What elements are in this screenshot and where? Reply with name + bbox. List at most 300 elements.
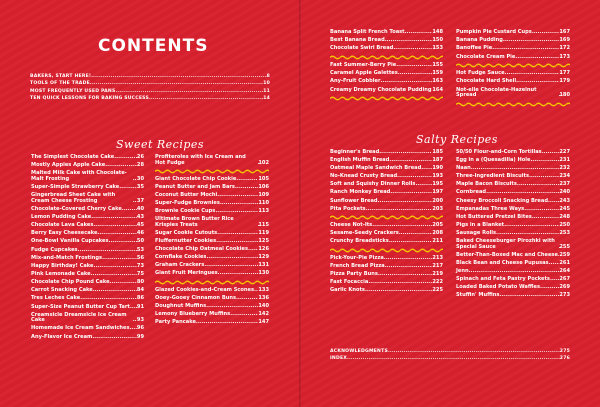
page-number: 203 [432,205,443,212]
page-number: 150 [432,37,443,44]
toc-entry [31,248,144,254]
toc-entry [330,158,443,164]
entry-title: Pita Pockets [330,205,366,212]
page-number: 227 [559,149,570,155]
page-number: 205 [432,222,443,229]
page-number: 250 [559,221,570,228]
page-number: 142 [258,310,269,317]
salty-column-1 [330,150,443,297]
entry-title: Garlic Knots [330,287,365,294]
page-number: 30 [136,175,144,182]
toc-entry [155,255,269,261]
squiggle-divider [456,102,570,107]
page-number: 159 [432,70,443,77]
front-matter-list [30,73,270,103]
dot-leader [204,263,258,269]
sweet-recipes-heading: Sweet Recipes [116,138,205,151]
dot-leader [366,207,433,213]
sweet-column-2 [155,155,269,328]
entry-title: Chocolate Chip Oatmeal Cookies [155,246,249,253]
squiggle-divider [330,55,443,60]
page-number: 133 [258,286,269,293]
entry-title: Naan [456,165,471,172]
page-number: 56 [136,254,144,261]
dot-leader [93,223,137,229]
dot-leader [102,256,137,262]
page-number: 153 [432,45,443,52]
page-number: 255 [559,243,570,250]
page-number: 190 [432,165,443,172]
dot-leader [114,155,137,161]
toc-entry [330,150,443,156]
entry-title: INDEX [330,356,348,362]
dot-leader [381,79,433,85]
entry-title: Profiteroles with Ice Cream and Hot Fudge [155,154,246,166]
squiggle-divider [155,169,269,174]
page-number: 222 [432,279,443,286]
entry-title: TOOLS OF THE TRADE [30,81,90,87]
toc-entry [330,30,443,36]
toc-entry [155,312,269,318]
entry-title: Ultimate Brown Butter Rice Krispies Treats [155,216,234,228]
dot-leader [91,272,137,278]
entry-title: Fast Focaccia [330,279,369,286]
page-number: 167 [559,29,570,35]
dot-leader [389,239,433,245]
entry-title: Fluffernutter Cookies [155,238,217,244]
dot-leader [393,46,432,52]
page-number: 136 [258,294,269,301]
toc-entry [31,272,144,278]
page-number: 185 [432,149,443,155]
toc-entry [456,261,570,267]
dot-leader [397,174,432,180]
dot-leader [549,261,560,267]
entry-title: Crunchy Breadsticks [330,238,389,245]
entry-title: Happy Birthday! Cake [31,262,94,269]
page-number: 110 [258,200,269,207]
salty-recipes-heading: Salty Recipes [416,133,498,146]
toc-entry [31,288,144,294]
entry-title: Loaded Baked Potato Waffles [456,284,541,291]
entry-title: Chocolate-Covered Cherry Cake [31,205,122,212]
page-number: 197 [432,189,443,196]
toc-entry [330,174,443,180]
toc-entry [155,304,269,310]
entry-title: Empanadas Three Ways [456,205,525,212]
entry-title: Soft and Squishy Dinner Rolls [330,181,416,188]
page-number: 264 [559,267,570,274]
page-title: CONTENTS [98,36,209,56]
entry-title: Carrot Snacking Cake [31,287,93,294]
sweet-column-4 [456,30,570,110]
dot-leader [532,215,560,221]
toc-entry [330,231,443,237]
dot-leader [215,209,258,215]
toc-entry [31,256,144,262]
dot-leader [248,247,258,253]
entry-title: Chocolate Chip Pound Cake [31,279,110,286]
dot-leader [378,199,433,205]
dot-leader [505,71,560,77]
toc-entry [330,288,443,294]
toc-entry [330,88,443,94]
toc-entry [31,171,144,182]
dot-leader [217,193,258,199]
entry-title: Graham Crackers [155,262,205,269]
entry-title: Sesame-Seedy Crackers [330,230,399,237]
toc-entry [456,182,570,188]
toc-entry [456,253,570,259]
toc-entry [31,335,144,341]
dot-leader [504,223,559,229]
page-number: 73 [136,262,144,269]
dot-leader [196,320,258,326]
page-number: 125 [258,238,269,244]
page-number: 140 [258,302,269,309]
entry-title: ACKNOWLEDGMENTS [330,349,388,354]
entry-title: Peanut Butter and Jam Bars [155,184,235,191]
page-number: 46 [136,230,144,237]
page-number: 14 [263,96,270,102]
entry-title: Glazed Cookies-and-Cream Scones [155,286,255,293]
entry-title: Jenn [456,267,469,274]
dot-leader [421,166,432,172]
page-number: 195 [432,181,443,188]
dot-leader [516,79,559,85]
toc-entry [330,355,570,362]
page-number: 187 [432,157,443,164]
dot-leader [206,304,258,310]
entry-title: Super-Simple Strawberry Cake [31,184,120,191]
toc-entry [330,207,443,213]
page-number: 200 [432,197,443,204]
dot-leader [405,30,433,36]
page-number: 45 [136,222,144,229]
toc-entry [456,38,570,44]
page-number: 245 [559,205,570,212]
entry-title: TEN QUICK LESSONS FOR BAKING SUCCESS [30,96,149,102]
entry-title: Any-Flavor Ice Cream [31,333,93,340]
dot-leader [550,277,559,283]
toc-entry [330,182,443,188]
page-number: 172 [559,45,570,52]
entry-title: Party Pancake [155,318,196,325]
entry-title: Beginner's Bread [330,149,380,155]
page-number: 217 [432,263,443,270]
dot-leader [78,248,137,254]
toc-entry [155,271,269,277]
entry-title: Any-Fruit Cobbler [330,78,381,85]
toc-entry [155,209,269,215]
page-number: 179 [559,78,570,85]
page-number: 253 [559,229,570,236]
dot-leader [398,71,433,77]
dot-leader [149,95,263,102]
dot-leader [91,215,137,221]
toc-entry [456,239,570,250]
entry-title: Stuffin' Muffins [456,292,500,299]
entry-title: Oatmeal Maple Sandwich Bread [330,165,422,172]
entry-title: MOST FREQUENTLY USED PANS [30,88,116,94]
entry-title: Homemade Ice Cream Sandwiches [31,325,130,332]
entry-title: Giant Fruit Meringues [155,270,218,277]
page-number: 26 [136,154,144,160]
entry-title: Malted Milk Cake with Chocolate-Malt Frosting [31,170,127,182]
entry-title: Tres Leches Cake [31,295,81,302]
page-number: 177 [559,70,570,77]
toc-entry [31,239,144,245]
dot-leader [471,166,560,172]
toc-entry [155,231,269,237]
dot-leader [396,63,432,69]
page-number: 75 [136,271,144,278]
page-number: 234 [559,173,570,180]
page-number: 225 [432,287,443,294]
dot-leader [524,207,559,213]
page-number: 96 [136,325,144,332]
entry-title: Super-Size Peanut Butter Cup Tart [31,303,130,310]
toc-entry [456,215,570,221]
dot-leader [532,30,560,36]
page-number: 211 [432,238,443,245]
page-number: 243 [559,197,570,204]
entry-title: Baked Cheeseburger Pirozhki with Special Sauce [456,238,555,250]
dot-leader [109,239,137,245]
entry-title: BAKERS, START HERE! [30,74,92,79]
page-number: 240 [559,189,570,196]
page-number: 163 [432,78,443,85]
dot-leader [379,150,432,156]
dot-leader [119,185,137,191]
page-number: 113 [258,208,269,215]
toc-entry [155,320,269,326]
entry-title: Cornflake Cookies [155,254,207,261]
entry-title: Spinach and Feta Pastry Pockets [456,276,550,282]
toc-entry [31,326,144,332]
toc-entry [456,150,570,156]
entry-title: Pink Lemonade Cake [31,271,91,278]
toc-entry [155,263,269,269]
salty-column-2 [456,150,570,301]
page-number: 80 [136,279,144,286]
entry-title: Cheesy Broccoli Snacking Bread [456,197,548,204]
toc-entry [456,55,570,61]
toc-entry [330,38,443,44]
entry-title: Cornbread [456,189,487,196]
toc-entry [456,46,570,52]
toc-entry [30,80,270,87]
dot-leader [110,280,137,286]
dot-leader [129,326,136,332]
page-number: 129 [258,254,269,261]
page-number: 43 [136,214,144,221]
dot-leader [415,182,432,188]
toc-entry [31,231,144,237]
page-number: 273 [559,292,570,299]
toc-entry [330,63,443,69]
page-number: 147 [258,318,269,325]
toc-entry [330,239,443,245]
entry-title: Best Banana Bread [330,37,385,44]
dot-leader [206,255,258,261]
toc-entry [456,293,570,299]
toc-entry [456,174,570,180]
back-matter-list [330,348,570,363]
entry-title: Cheese Not-Its [330,222,373,229]
page-number: 99 [136,333,144,340]
page-number: 219 [432,271,443,278]
dot-leader [389,158,432,164]
page-number: 84 [136,287,144,294]
entry-title: Hot Fudge Sauce [456,70,505,77]
dot-leader [384,256,433,262]
toc-entry [456,199,570,205]
toc-entry [155,193,269,199]
page-number: 164 [432,86,443,93]
toc-entry [30,88,270,95]
dot-leader [115,88,263,95]
toc-entry [31,193,144,204]
entry-title: Pigs in a Blanket [456,221,505,228]
squiggle-divider [330,215,443,220]
dot-leader [91,73,266,80]
page-number: 208 [432,230,443,237]
page-number: 213 [432,255,443,262]
entry-title: Ooey-Gooey Cinnamon Buns [155,294,236,301]
entry-title: Ranch Monkey Bread [330,189,391,196]
entry-title: Coconut Butter Mochi [155,192,218,199]
entry-title: 50/50 Flour-and-Corn Tortillas [456,149,542,155]
entry-title: Mostly Apples Apple Cake [31,162,106,169]
toc-entry [456,285,570,291]
dot-leader [469,269,560,275]
toc-entry [31,280,144,286]
toc-entry [155,296,269,302]
dot-leader [93,288,137,294]
dot-leader [122,207,137,213]
toc-entry [456,277,570,283]
dot-leader [529,174,559,180]
entry-title: Creamsicle Dreamsicle Ice Cream Cake [31,311,127,324]
entry-title: Lemon Pudding Cake [31,214,92,221]
page-number: 126 [258,246,269,253]
dot-leader [388,348,560,355]
toc-entry [456,79,570,85]
dot-leader [496,231,559,237]
dot-leader [235,185,258,191]
toc-entry [31,313,144,324]
toc-entry [330,46,443,52]
entry-title: Better-Than-Boxed Mac and Cheese [456,251,558,258]
entry-title: Banana Pudding [456,37,503,44]
page-number: 155 [432,61,443,68]
page-number: 102 [258,159,269,166]
dot-leader [517,182,559,188]
page-number: 193 [432,173,443,180]
squiggle-divider [330,96,443,101]
entry-title: Super-Fudge Brownies [155,200,220,207]
page-number: 86 [136,295,144,302]
toc-entry [456,207,570,213]
dot-leader [542,150,560,156]
dot-leader [368,280,432,286]
entry-title: Pick-Your-Pie Pizza [330,255,384,262]
squiggle-divider [456,63,570,68]
entry-title: Egg in a (Quesadilla) Hole [456,157,531,164]
toc-entry [456,190,570,196]
dot-leader [220,201,259,207]
toc-entry [330,272,443,278]
page-number: 248 [559,213,570,220]
toc-entry [30,95,270,102]
toc-entry [330,79,443,85]
page-number: 28 [136,162,144,169]
entry-title: Berry Easy Cheesecake [31,230,98,237]
entry-title: Chocolate Lava Cakes [31,222,94,229]
dot-leader [378,272,432,278]
entry-title: No-Knead Crusty Bread [330,173,398,180]
toc-entry [456,158,570,164]
dot-leader [236,177,258,183]
dot-leader [503,38,559,44]
dot-leader [548,199,559,205]
dot-leader [230,312,258,318]
dot-leader [217,231,258,237]
page-number: 267 [559,276,570,282]
toc-entry [155,247,269,253]
entry-title: Banana Split French Toast [330,29,405,35]
entry-title: Black Bean and Cheese Pupusas [456,259,549,266]
toc-entry [155,201,269,207]
dot-leader [492,46,559,52]
toc-entry [155,217,269,228]
dot-leader [515,55,559,61]
toc-entry [155,155,269,166]
entry-title: Creamy Dreamy Chocolate Pudding [330,86,432,93]
toc-entry [31,223,144,229]
page-number: 50 [136,238,144,245]
toc-entry [31,185,144,191]
entry-title: Sugar Cookie Cutouts [155,229,218,236]
page-number: 276 [559,356,570,362]
entry-title: Pizza Party Buns [330,271,378,278]
toc-entry [31,296,144,302]
entry-title: Three-Ingredient Biscuits [456,173,529,180]
dot-leader [347,355,560,362]
dot-leader [130,305,137,311]
toc-entry [330,71,443,77]
toc-entry [330,348,570,355]
entry-title: Not-elle Chocolate-Hazelnut Spread [456,86,537,99]
toc-entry [456,88,570,99]
dot-leader [399,231,433,237]
dot-leader [390,190,432,196]
page-number: 53 [136,246,144,253]
page-gutter [299,0,301,407]
entry-title: Fudge Cupcakes [31,246,78,253]
toc-entry [155,239,269,245]
page-number: 119 [258,229,269,236]
page-number: 169 [559,37,570,44]
toc-entry [330,190,443,196]
entry-title: Sausage Rolls [456,229,497,236]
dot-leader [105,163,137,169]
page-number: 180 [559,92,570,99]
toc-entry [31,305,144,311]
toc-entry [31,264,144,270]
sweet-column-1 [31,155,144,343]
